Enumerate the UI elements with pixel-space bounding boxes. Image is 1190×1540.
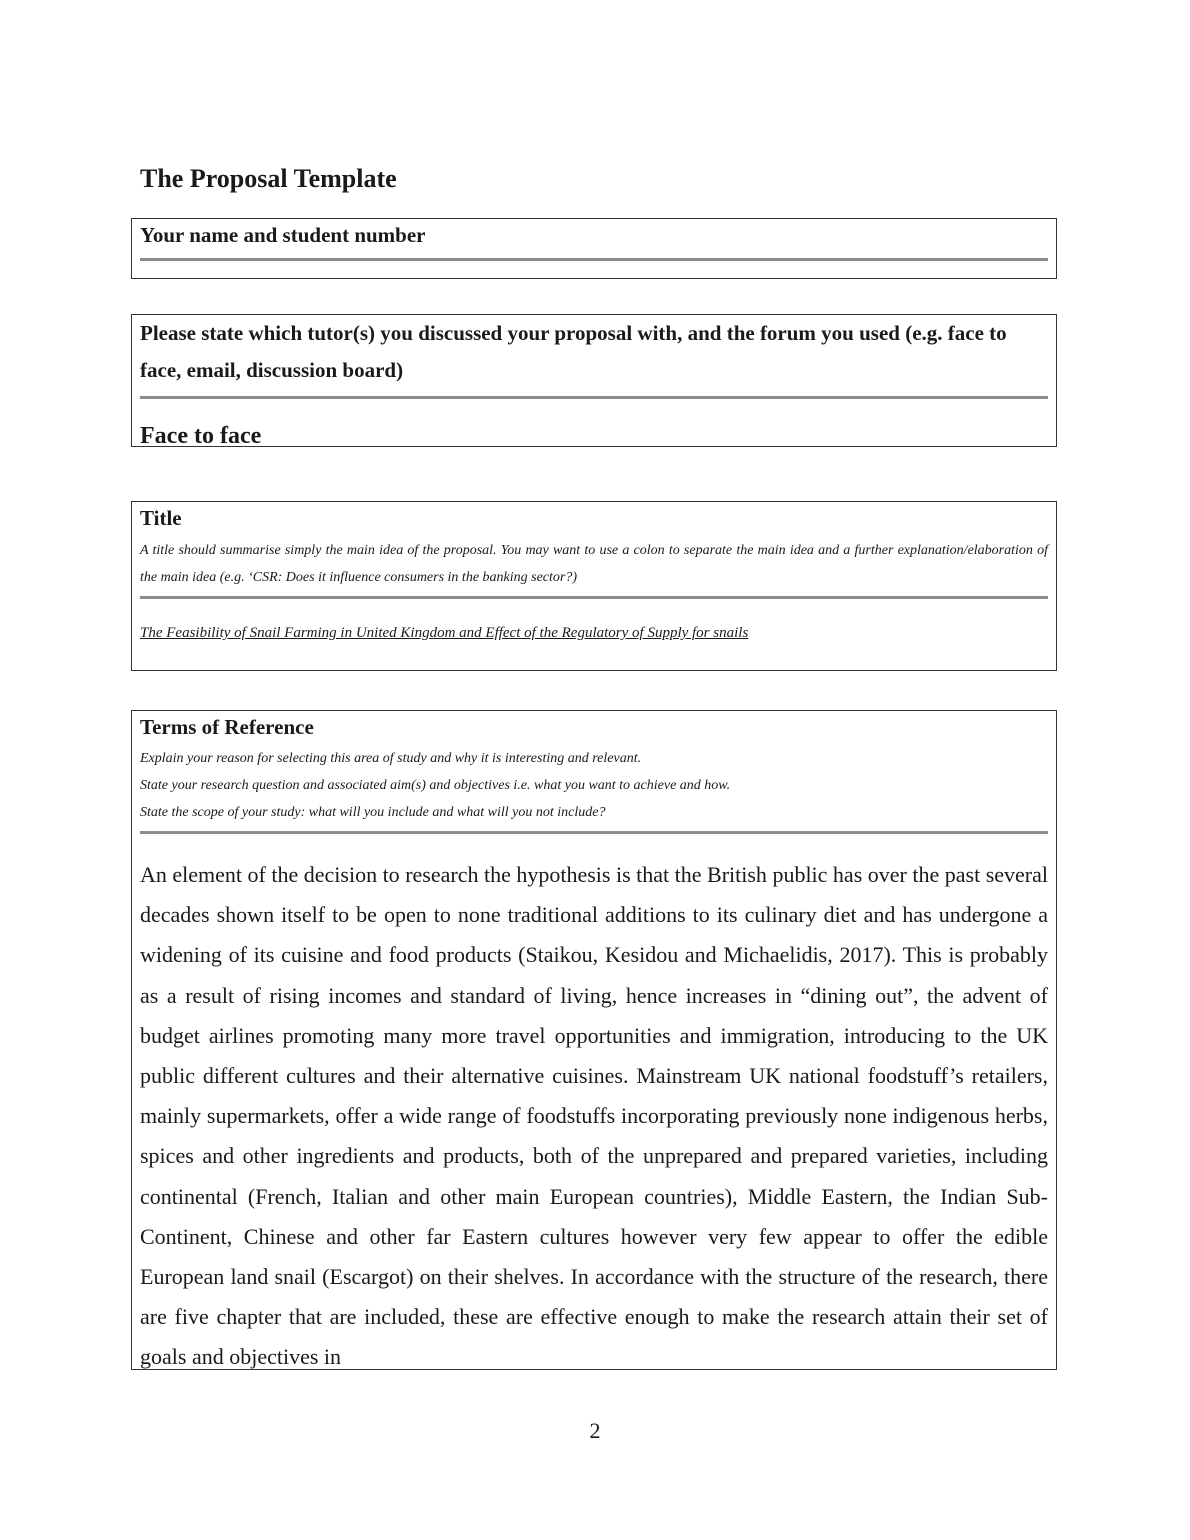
- terms-body-text: An element of the decision to research the hypothesis is that the British public has over the past several decades shown itself to be open to none traditional additions to its culinary diet and has undergone a widening of its cuisine and food products (Staikou, Kesidou and Michaelidis, 2017). This is probably as a result of rising incomes and standard of living, hence increases in “dining out”, the advent of budget airlines promoting many more travel opportunities and immigration, introducing to the UK public different cultures and their alternative cuisines. Mainstream UK national foodstuff’s retailers, mainly supermarkets, offer a wide range of foodstuffs incorporating previously none indigenous herbs, spices and other ingredients and products, both of the unprepared and prepared varieties, including continental (French, Italian and other main European countries), Middle Eastern, the Indian Sub-Continent, Chinese and other far Eastern cultures however very few appear to offer the edible European land snail (Escargot) on their shelves. In accordance with the structure of the research, there are five chapter that are included, these are effective enough to make the research attain their set of goals and objectives in: [140, 862, 1048, 1370]
- page-number: 2: [589, 1418, 601, 1443]
- tutor-answer: Face to face: [140, 423, 262, 449]
- title-section-heading: Title: [140, 506, 182, 530]
- title-hint: A title should summarise simply the main idea of the proposal. You may want to use a colon to separate the main idea and a further explanation/elaboration of the main idea (e.g. ‘CSR: Does it influence consumers in the banking sector?): [140, 543, 1048, 585]
- terms-of-reference-section: [131, 710, 1057, 1370]
- terms-hints: [132, 745, 1056, 826]
- name-section: [131, 218, 1057, 279]
- section-divider: [140, 258, 1048, 261]
- name-section-heading: Your name and student number: [140, 223, 426, 247]
- page-title: The Proposal Template: [140, 164, 397, 193]
- tutor-section: [131, 314, 1057, 447]
- terms-hint-line: State your research question and associated aim(s) and objectives i.e. what you want to achieve and how.: [140, 778, 731, 793]
- terms-section-heading: Terms of Reference: [140, 715, 314, 739]
- terms-hint-line: State the scope of your study: what will you include and what will you not include?: [140, 805, 606, 820]
- proposal-title-answer: The Feasibility of Snail Farming in United Kingdom and Effect of the Regulatory of Supply for snails: [140, 625, 749, 641]
- title-section: [131, 501, 1057, 671]
- terms-hint-line: Explain your reason for selecting this area of study and why it is interesting and relevant.: [140, 751, 642, 766]
- tutor-section-heading: Please state which tutor(s) you discussed your proposal with, and the forum you used (e.g. face to face, email, discussion board): [140, 321, 1007, 382]
